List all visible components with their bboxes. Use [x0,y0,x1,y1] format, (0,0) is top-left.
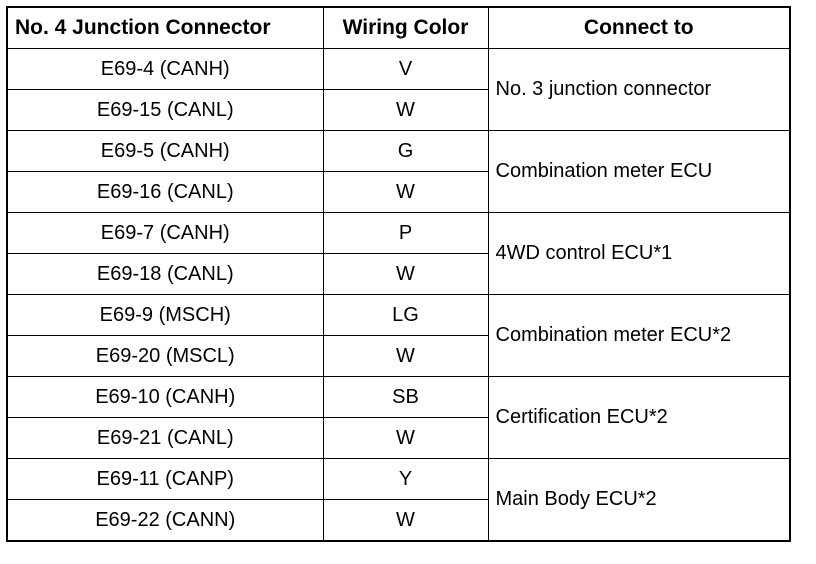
wiring-color-cell: V [323,49,488,90]
table-row [7,49,790,90]
connect-to-cell: Combination meter ECU [488,131,790,213]
wiring-color-cell: LG [323,295,488,336]
wiring-color-cell: Y [323,459,488,500]
connector-cell: E69-9 (MSCH) [7,295,323,336]
wiring-color-cell: P [323,213,488,254]
wiring-color-cell: G [323,131,488,172]
wiring-table [6,6,791,542]
connector-cell: E69-18 (CANL) [7,254,323,295]
connector-cell: E69-4 (CANH) [7,49,323,90]
table-row [7,377,790,418]
table-body [7,49,790,542]
connector-cell: E69-5 (CANH) [7,131,323,172]
table-header [7,7,790,49]
connector-cell: E69-16 (CANL) [7,172,323,213]
connect-to-cell: 4WD control ECU*1 [488,213,790,295]
connector-cell: E69-21 (CANL) [7,418,323,459]
wiring-color-cell: W [323,172,488,213]
table-row [7,295,790,336]
connect-to-cell: Certification ECU*2 [488,377,790,459]
connector-cell: E69-11 (CANP) [7,459,323,500]
connect-to-cell: Main Body ECU*2 [488,459,790,542]
wiring-color-cell: W [323,90,488,131]
header-wiring-color: Wiring Color [323,7,488,49]
connect-to-cell: No. 3 junction connector [488,49,790,131]
wiring-color-cell: W [323,254,488,295]
header-connect-to: Connect to [488,7,790,49]
connector-cell: E69-10 (CANH) [7,377,323,418]
connector-cell: E69-22 (CANN) [7,500,323,542]
table-row [7,131,790,172]
table-row [7,459,790,500]
wiring-color-cell: W [323,418,488,459]
table-row [7,213,790,254]
wiring-color-cell: W [323,500,488,542]
connector-cell: E69-20 (MSCL) [7,336,323,377]
wiring-color-cell: W [323,336,488,377]
header-connector: No. 4 Junction Connector [7,7,323,49]
wiring-color-cell: SB [323,377,488,418]
connector-cell: E69-15 (CANL) [7,90,323,131]
connector-cell: E69-7 (CANH) [7,213,323,254]
connect-to-cell: Combination meter ECU*2 [488,295,790,377]
header-row [7,7,790,49]
